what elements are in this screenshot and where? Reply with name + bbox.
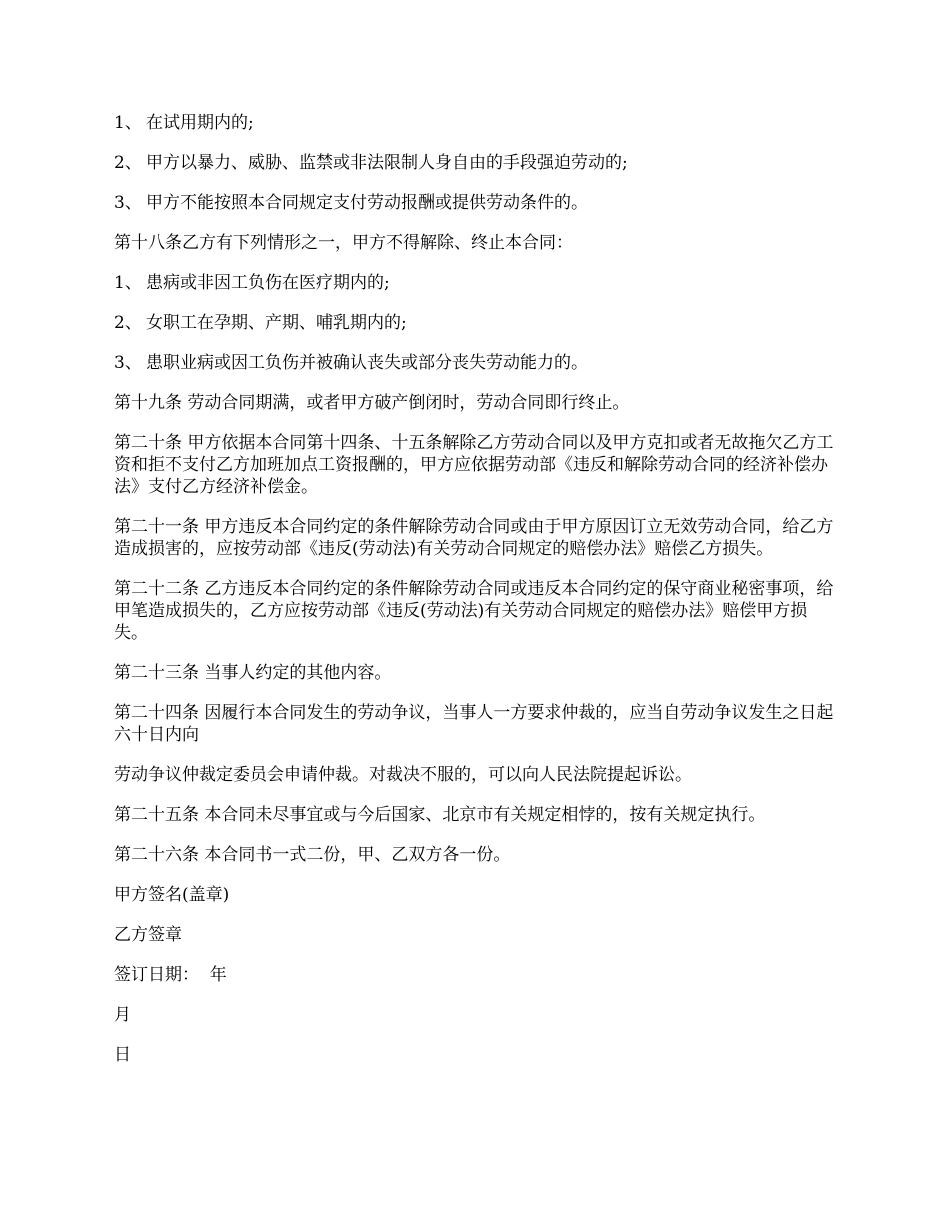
party-b-signature: 乙方签章 — [114, 925, 182, 945]
item-number: 3、 — [114, 353, 142, 373]
list-item — [114, 152, 834, 174]
article-24-continued: 劳动争议仲裁定委员会申请仲裁。对裁决不服的，可以向人民法院提起诉讼。 — [114, 765, 692, 785]
item-number: 2、 — [114, 313, 142, 333]
item-text: 女职工在孕期、产期、哺乳期内的; — [146, 313, 407, 333]
item-number: 1、 — [114, 113, 142, 133]
article-24: 第二十四条 因履行本合同发生的劳动争议，当事人一方要求仲裁的，应当自劳动争议发生之日起六十日内向 — [114, 703, 834, 745]
article-26: 第二十六条 本合同书一式二份，甲、乙双方各一份。 — [114, 845, 511, 865]
list-item — [114, 272, 834, 294]
signing-date-day: 日 — [114, 1045, 131, 1065]
document-page — [114, 112, 834, 1084]
list-item — [114, 312, 834, 334]
article-25: 第二十五条 本合同未尽事宜或与今后国家、北京市有关规定相悖的，按有关规定执行。 — [114, 805, 766, 825]
signing-date-month: 月 — [114, 1005, 131, 1025]
item-text: 在试用期内的; — [146, 113, 254, 133]
list-item — [114, 352, 834, 374]
article-22: 第二十二条 乙方违反本合同约定的条件解除劳动合同或违反本合同约定的保守商业秘密事项，给甲笔造成损失的，乙方应按劳动部《违反(劳动法)有关劳动合同规定的赔偿办法》赔偿甲方损失。 — [114, 579, 834, 643]
article-18: 第十八条乙方有下列情形之一，甲方不得解除、终止本合同： — [114, 233, 573, 253]
article-21: 第二十一条 甲方违反本合同约定的条件解除劳动合同或由于甲方原因订立无效劳动合同，给乙方造成损害的，应按劳动部《违反(劳动法)有关劳动合同规定的赔偿办法》赔偿乙方损失。 — [114, 517, 834, 559]
item-text: 患病或非因工负伤在医疗期内的; — [146, 273, 390, 293]
article-20: 第二十条 甲方依据本合同第十四条、十五条解除乙方劳动合同以及甲方克扣或者无故拖欠乙方工资和拒不支付乙方加班加点工资报酬的，甲方应依据劳动部《违反和解除劳动合同的经济补偿办法》支付乙方经济补偿金。 — [114, 433, 834, 497]
item-number: 2、 — [114, 153, 142, 173]
article-23: 第二十三条 当事人约定的其他内容。 — [114, 663, 392, 683]
item-number: 1、 — [114, 273, 142, 293]
item-text: 甲方不能按照本合同规定支付劳动报酬或提供劳动条件的。 — [146, 193, 588, 213]
list-item — [114, 192, 834, 214]
item-text: 患职业病或因工负伤并被确认丧失或部分丧失劳动能力的。 — [146, 353, 588, 373]
list-item — [114, 112, 834, 134]
party-a-signature: 甲方签名(盖章) — [114, 885, 230, 905]
signing-date-year: 签订日期： 年 — [114, 965, 227, 985]
article-19: 第十九条 劳动合同期满，或者甲方破产倒闭时，劳动合同即行终止。 — [114, 393, 630, 413]
item-text: 甲方以暴力、威胁、监禁或非法限制人身自由的手段强迫劳动的; — [146, 153, 628, 173]
item-number: 3、 — [114, 193, 142, 213]
